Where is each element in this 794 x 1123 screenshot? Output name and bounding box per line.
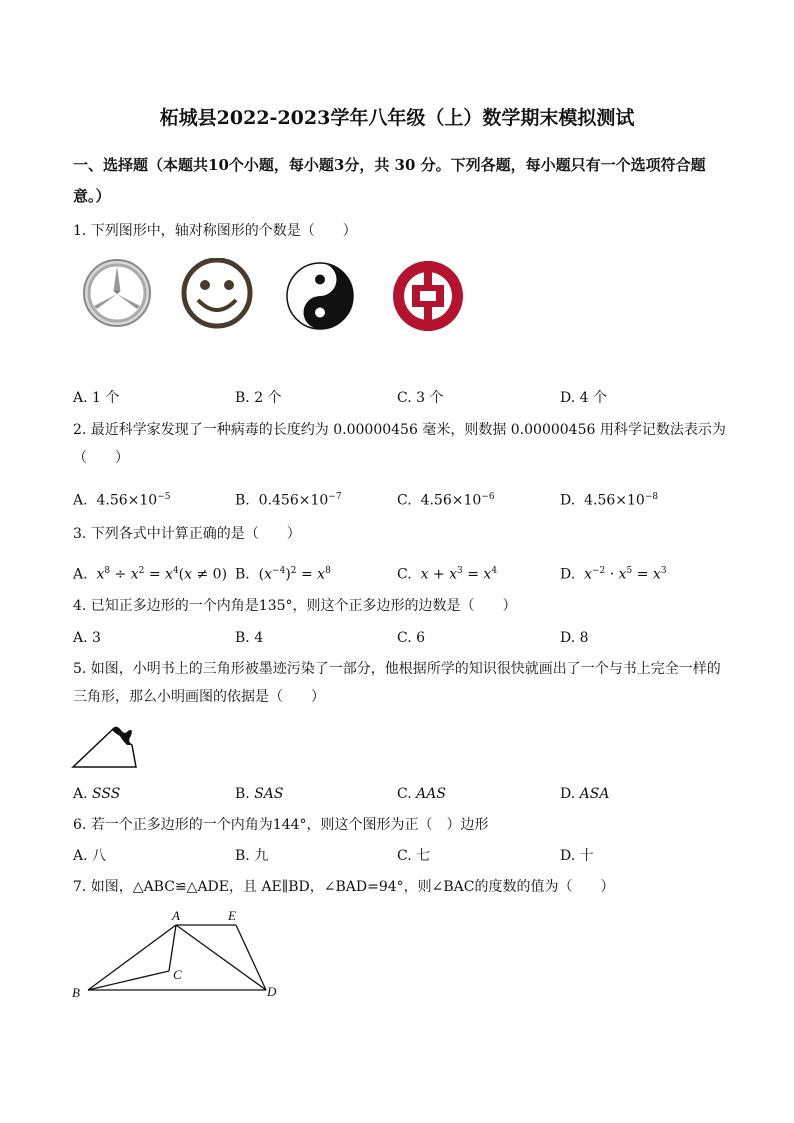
question-6-text: 6. 若一个正多边形的一个内角为144°，则这个图形为正（ ）边形 [73, 817, 489, 833]
q3-option-c: C. $x + x^3 = x^4$ [397, 566, 498, 583]
q5-option-c: C. AAS [397, 786, 446, 802]
question-4-text: 4. 已知正多边形的一个内角是135°，则这个正多边形的边数是（ ） [73, 598, 517, 614]
question-7-text: 7. 如图，△ABC≌△ADE，且 AE∥BD，∠BAD=94°，则∠BAC的度数的值为（ ） [73, 879, 615, 895]
q3-option-b: B. $(x^{-4})^2 = x^8$ [235, 566, 331, 583]
point-a-label: A [172, 908, 180, 923]
yin-yang-icon [287, 263, 353, 329]
q3-option-a: A. $x^8 \div x^2 = x^4(x \ne 0)$ [73, 566, 228, 583]
mercedes-logo-icon [84, 260, 150, 326]
point-d-label: D [267, 984, 277, 999]
q6-option-c: C. 七 [397, 848, 431, 864]
q2-option-c: C. $4.56\times 10^{-6}$ [397, 492, 495, 509]
point-e-label: E [228, 908, 236, 923]
question-3-text: 3. 下列各式中计算正确的是（ ） [73, 526, 301, 542]
bank-of-china-logo-icon [393, 261, 463, 331]
q7-geometry-figure [66, 905, 286, 1005]
q4-option-d: D. 8 [560, 630, 589, 646]
q1-option-a: A. 1 个 [73, 390, 120, 406]
question-1-text: 1. 下列图形中，轴对称图形的个数是（ ） [73, 223, 357, 239]
q1-option-b: B. 2 个 [235, 390, 282, 406]
section-header: 一、选择题（本题共10个小题，每小题3分，共 30 分。下列各题，每小题只有一个选项符合题意。） [73, 156, 706, 205]
q2-option-d: D. $4.56\times 10^{-8}$ [560, 492, 659, 509]
q1-option-d: D. 4 个 [560, 390, 607, 406]
smiley-face-icon [184, 260, 250, 326]
q6-option-b: B. 九 [235, 848, 269, 864]
q6-option-a: A. 八 [73, 848, 107, 864]
point-b-label: B [72, 985, 80, 1000]
q1-option-c: C. 3 个 [397, 390, 444, 406]
q1-figures [80, 258, 480, 338]
q5-ink-stained-triangle [70, 722, 142, 772]
question-5-text: 5. 如图，小明书上的三角形被墨迹污染了一部分，他根据所学的知识很快就画出了一个与书上完全一样的三角形，那么小明画图的依据是（ ） [73, 661, 721, 705]
q4-option-a: A. 3 [73, 630, 101, 646]
q4-option-b: B. 4 [235, 630, 264, 646]
q3-option-d: D. $x^{-2} \cdot x^5 = x^3$ [560, 566, 667, 583]
point-c-label: C [173, 967, 182, 982]
page-title: 柘城县2022-2023学年八年级（上）数学期末模拟测试 [159, 107, 635, 129]
q2-option-b: B. $0.456\times 10^{-7}$ [235, 492, 342, 509]
q5-option-a: A. SSS [73, 786, 121, 802]
question-2-text: 2. 最近科学家发现了一种病毒的长度约为 0.00000456 毫米，则数据 0.00000456 用科学记数法表示为（ ） [73, 422, 726, 466]
q2-option-a: A. $4.56\times 10^{-5}$ [73, 492, 171, 509]
q4-option-c: C. 6 [397, 630, 426, 646]
q5-option-d: D. ASA [560, 786, 610, 802]
q6-option-d: D. 十 [560, 848, 594, 864]
q5-option-b: B. SAS [235, 786, 284, 802]
